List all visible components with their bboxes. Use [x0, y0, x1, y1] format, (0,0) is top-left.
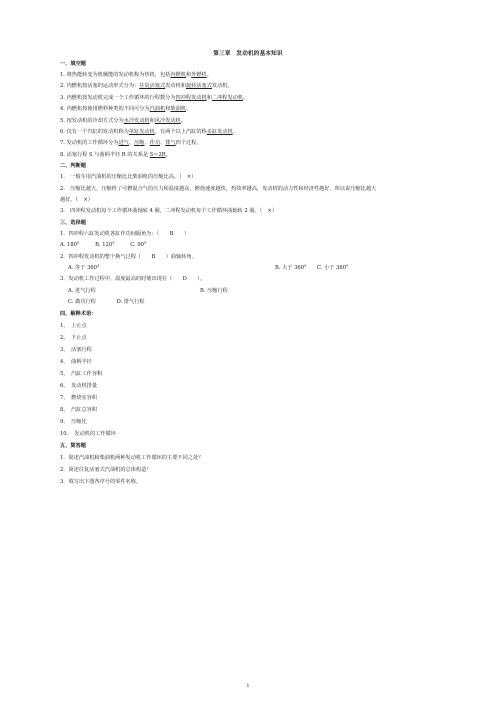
section-heading-true-false: 二、判断题 — [60, 163, 86, 169]
true-false-question-2: 2. 压缩比越大，压缩终了可燃混合气的压力和温度越高，燃烧速度越快，热效率越高，发动机的动力性和经济性越好，所以说压缩比越大 — [60, 186, 377, 192]
term-item: 8、 汽缸总容积 — [60, 407, 98, 413]
section-heading-terms: 四、解释术语： — [60, 311, 97, 317]
fill-blank-question-2: 2. 内燃机按活塞的运动形式分为：往复活塞式发动机和旋转活塞式发动机。 — [60, 83, 233, 89]
section-heading-multiple-choice: 三、选择题 — [60, 220, 86, 226]
term-item: 10、 发动机的工作循环 — [60, 431, 116, 437]
page-title: 第三章 发动机的基本知识 — [213, 51, 283, 57]
choice-question-2-option-a: A. 等于 360° — [68, 265, 100, 271]
choice-question-3-options-cd: C. 做功行程 D. 排气行程 — [68, 299, 145, 305]
term-item: 2、 下止点 — [60, 335, 87, 341]
term-item: 5、 汽缸工作容积 — [60, 371, 103, 377]
choice-question-1: 1．四冲程六缸发动机各缸作功间隔角为：（ B ） — [60, 231, 190, 237]
fill-blank-question-3: 3. 内燃机按发动机完成一个工作循环的行程数分为四冲程发动机和二冲程发动机。 — [60, 95, 249, 101]
fill-blank-question-8: 8. 活塞行程 S 与曲柄半径 R 的关系是 S＝2R。 — [60, 152, 171, 158]
term-item: 3、 活塞行程 — [60, 347, 92, 353]
true-false-question-2-continued: 越好。（ ×） — [60, 197, 93, 203]
section-heading-short-answer: 五、简答题 — [60, 443, 86, 449]
choice-question-2: 2．四冲程发动机的整个换气过程（ B ）曲轴转角。 — [60, 254, 197, 260]
choice-question-3: 3．发动机工作过程中，温度最高的时刻出现在（ D ）。 — [60, 276, 205, 282]
choice-question-1-options: A. 180° B. 120° C. 90° — [60, 242, 147, 248]
fill-blank-question-1: 1. 将热能转变为机械能的发动机称为热机，包括内燃机和外燃机。 — [60, 72, 212, 78]
fill-blank-question-7: 7. 发动机的工作循环分为进气、压缩、作功、排气四个过程。 — [60, 140, 202, 146]
fill-blank-question-5: 5. 按发动机的冷却方式分为水冷发动机和风冷发动机。 — [60, 118, 186, 124]
page-number: 1 — [246, 683, 250, 689]
term-item: 4、 曲柄半径 — [60, 359, 92, 365]
term-item: 6、 发动机排量 — [60, 383, 98, 389]
term-item: 1、 上止点 — [60, 323, 87, 329]
term-item: 9、 压缩比 — [60, 419, 87, 425]
choice-question-3-option-a: A. 进气行程 — [68, 288, 96, 294]
choice-question-2-options-bc: B. 大于 360° C. 小于 360° — [275, 265, 349, 271]
fill-blank-question-4: 4. 内燃机按使用燃料种类的不同可分为汽油机和柴油机。 — [60, 106, 192, 112]
choice-question-3-option-b: B. 压缩行程 — [200, 288, 228, 294]
fill-blank-question-6: 6. 仅有一个汽缸的发动机称为单缸发动机，有两个以上汽缸的称多缸发动机。 — [60, 129, 238, 135]
section-heading-fill-blank: 一、填空题 — [60, 61, 86, 67]
true-false-question-3: 3. 四冲程发动机每个工作循环曲轴转 4 圈，二冲程发动机每个工作循环曲轴转 2 圈。（ ×） — [60, 208, 278, 214]
short-answer-question: 3．填写出下图各序号的零件名称。 — [60, 479, 142, 485]
short-answer-question: 1．简述汽油机和柴油机两种发动机工作循环的主要不同之处？ — [60, 455, 204, 461]
term-item: 7、 燃烧室容积 — [60, 395, 98, 401]
short-answer-question: 2．简述往复活塞式汽油机的总体构造！ — [60, 467, 152, 473]
true-false-question-1: 1. 一般车用汽油机的压缩比比柴油机的压缩比高。（ ×） — [60, 174, 197, 180]
